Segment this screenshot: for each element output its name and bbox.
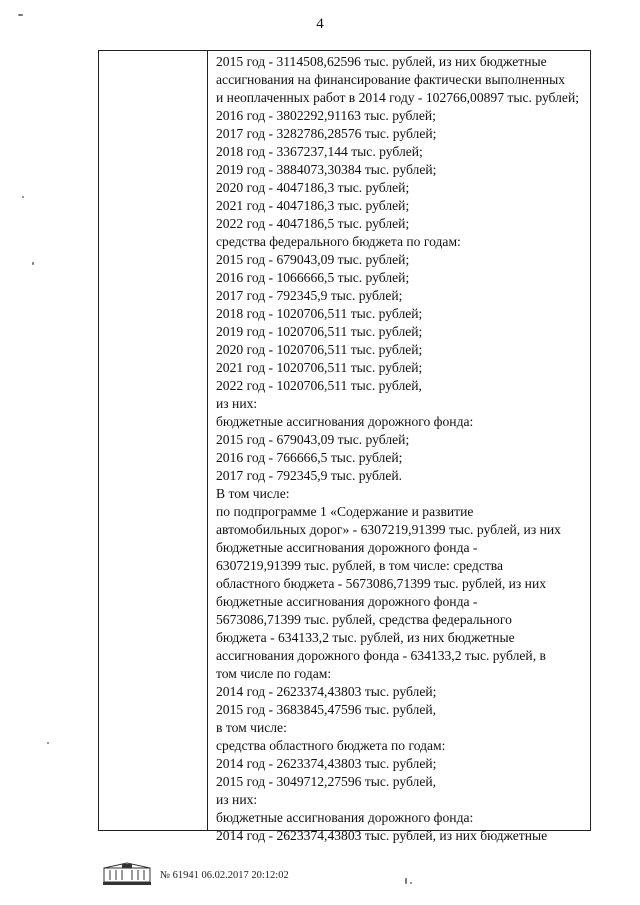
table-text-line: из них: bbox=[216, 792, 258, 807]
document-footer bbox=[102, 862, 442, 886]
table-text-line: 2015 год - 679043,09 тыс. рублей; bbox=[216, 252, 410, 267]
table-text-line: 2015 год - 3049712,27596 тыс. рублей, bbox=[216, 774, 437, 789]
budget-table bbox=[98, 50, 591, 843]
column-divider bbox=[207, 51, 208, 830]
table-text-line: 2018 год - 3367237,144 тыс. рублей; bbox=[216, 144, 423, 159]
table-text-line: ассигнования на финансирование фактически выполненных bbox=[216, 72, 566, 87]
scan-speck bbox=[410, 882, 412, 884]
table-text-line: 2015 год - 3114508,62596 тыс. рублей, из них бюджетные bbox=[216, 54, 547, 69]
table-text-line: в том числе: bbox=[216, 720, 287, 735]
table-text-line: 2020 год - 1020706,511 тыс. рублей; bbox=[216, 342, 423, 357]
table-text-line: 2016 год - 3802292,91163 тыс. рублей; bbox=[216, 108, 436, 123]
page-number: 4 bbox=[316, 16, 324, 32]
table-text-line: 2015 год - 679043,09 тыс. рублей; bbox=[216, 432, 410, 447]
table-text-line: бюджета - 634133,2 тыс. рублей, из них бюджетные bbox=[216, 630, 515, 645]
table-text-line: бюджетные ассигнования дорожного фонда: bbox=[216, 810, 474, 825]
table-text-line: том числе по годам: bbox=[216, 666, 332, 681]
scan-speck bbox=[405, 878, 407, 884]
table-text-line: 2016 год - 1066666,5 тыс. рублей; bbox=[216, 270, 410, 285]
table-text-line: 2021 год - 4047186,3 тыс. рублей; bbox=[216, 198, 410, 213]
table-text-line: областного бюджета - 5673086,71399 тыс. рублей, из них bbox=[216, 576, 547, 591]
scan-speck bbox=[22, 196, 24, 198]
table-text-line: ассигнования дорожного фонда - 634133,2 тыс. рублей, в bbox=[216, 648, 546, 663]
table-text-line: 2022 год - 4047186,5 тыс. рублей; bbox=[216, 216, 410, 231]
table-text-line: 2019 год - 1020706,511 тыс. рублей; bbox=[216, 324, 423, 339]
table-text-line: 2017 год - 792345,9 тыс. рублей; bbox=[216, 288, 403, 303]
table-text-line: 2018 год - 1020706,511 тыс. рублей; bbox=[216, 306, 423, 321]
table-text-line: из них: bbox=[216, 396, 258, 411]
table-text-line: и неоплаченных работ в 2014 году - 102766,00897 тыс. рублей; bbox=[216, 90, 580, 105]
table-text-cell bbox=[216, 53, 586, 845]
table-text-line: 2014 год - 2623374,43803 тыс. рублей; bbox=[216, 684, 437, 699]
table-text-line: 2019 год - 3884073,30384 тыс. рублей; bbox=[216, 162, 437, 177]
table-text-line: 2014 год - 2623374,43803 тыс. рублей; bbox=[216, 756, 437, 771]
table-text-line: 2017 год - 792345,9 тыс. рублей. bbox=[216, 468, 403, 483]
scan-speck bbox=[32, 262, 34, 265]
table-text-line: 2020 год - 4047186,3 тыс. рублей; bbox=[216, 180, 410, 195]
table-text-line: 2021 год - 1020706,511 тыс. рублей; bbox=[216, 360, 423, 375]
table-text-line: 2016 год - 766666,5 тыс. рублей; bbox=[216, 450, 403, 465]
document-registration-code: № 61941 06.02.2017 20:12:02 bbox=[160, 870, 289, 881]
table-text-line: 2022 год - 1020706,511 тыс. рублей, bbox=[216, 378, 422, 393]
table-text-line: 2014 год - 2623374,43803 тыс. рублей, из них бюджетные bbox=[216, 828, 548, 843]
table-text-line: В том числе: bbox=[216, 486, 290, 501]
table-text-line: по подпрограмме 1 «Содержание и развитие bbox=[216, 504, 474, 519]
table-text-line: 5673086,71399 тыс. рублей, средства федерального bbox=[216, 612, 512, 627]
scan-speck bbox=[18, 14, 23, 16]
table-text-line: 2015 год - 3683845,47596 тыс. рублей, bbox=[216, 702, 437, 717]
table-text-line: средства областного бюджета по годам: bbox=[216, 738, 446, 753]
table-text-line: средства федерального бюджета по годам: bbox=[216, 234, 461, 249]
table-text-line: бюджетные ассигнования дорожного фонда - bbox=[216, 540, 478, 555]
scan-speck bbox=[47, 742, 49, 744]
government-building-stamp-icon bbox=[102, 862, 152, 886]
table-text-line: бюджетные ассигнования дорожного фонда: bbox=[216, 414, 474, 429]
table-text-line: 6307219,91399 тыс. рублей, в том числе: средства bbox=[216, 558, 504, 573]
table-text-line: 2017 год - 3282786,28576 тыс. рублей; bbox=[216, 126, 437, 141]
table-text-line: бюджетные ассигнования дорожного фонда - bbox=[216, 594, 478, 609]
table-text-line: автомобильных дорог» - 6307219,91399 тыс. рублей, из них bbox=[216, 522, 561, 537]
